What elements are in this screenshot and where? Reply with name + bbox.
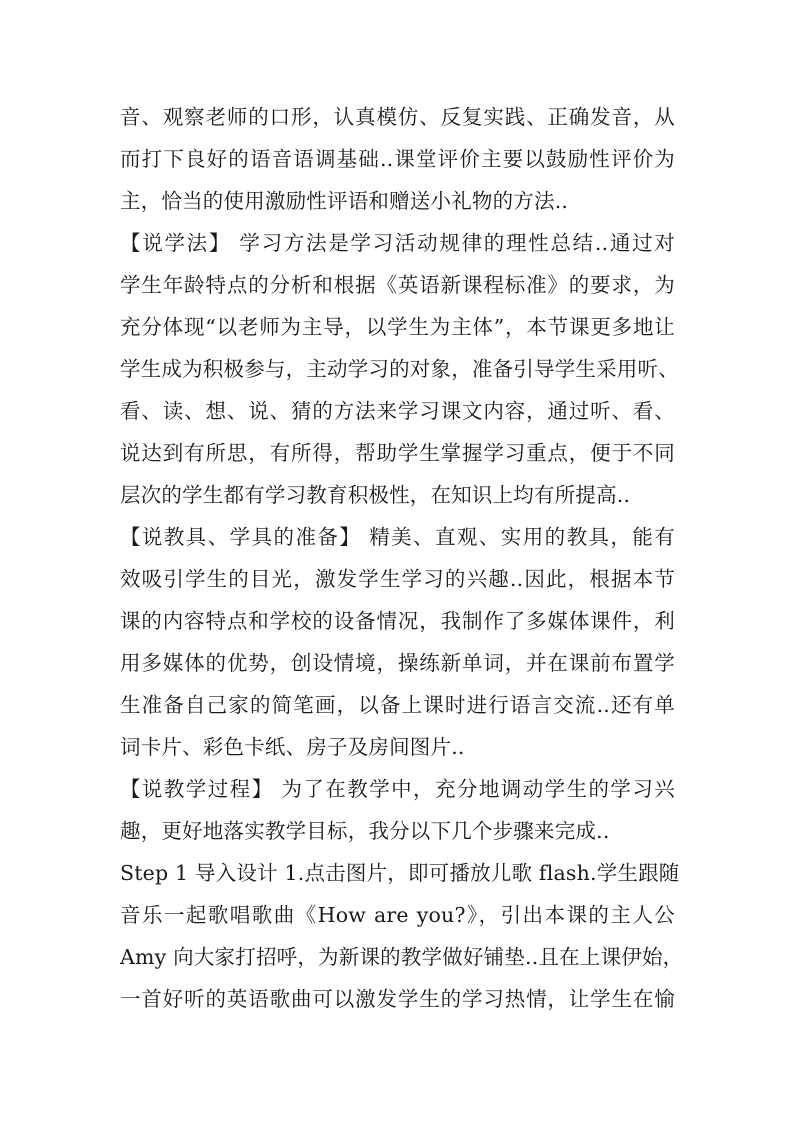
text-line: 【说教具、学具的准备】 精美、直观、实用的教具，能有	[120, 525, 675, 549]
text-line: 课的内容特点和学校的设备情况，我制作了多媒体课件，利	[120, 609, 675, 633]
text-line: 层次的学生都有学习教育积极性，在知识上均有所提高..	[120, 483, 631, 507]
text-line: 【说学法】 学习方法是学习活动规律的理性总结..通过对	[120, 231, 675, 255]
text-line: 音、观察老师的口形，认真模仿、反复实践、正确发音，从	[120, 105, 675, 129]
text-line: Step 1 导入设计 1.点击图片，即可播放儿歌 flash.学生跟随	[120, 861, 680, 885]
text-line: 主，恰当的使用激励性评语和赠送小礼物的方法..	[120, 189, 569, 213]
text-line: 看、读、想、说、猜的方法来学习课文内容，通过听、看、	[120, 399, 675, 423]
text-line: 音乐一起歌唱歌曲《How are you?》，引出本课的主人公	[120, 903, 675, 927]
text-line: 效吸引学生的目光，激发学生学习的兴趣..因此，根据本节	[120, 567, 675, 591]
text-line: 用多媒体的优势，创设情境，操练新单词，并在课前布置学	[120, 651, 675, 675]
text-line: 一首好听的英语歌曲可以激发学生的学习热情，让学生在愉	[120, 987, 675, 1011]
text-line: 充分体现“以老师为主导，以学生为主体”，本节课更多地让	[120, 315, 675, 339]
text-line: Amy 向大家打招呼，为新课的教学做好铺垫..且在上课伊始，	[120, 945, 684, 969]
text-line: 词卡片、彩色卡纸、房子及房间图片..	[120, 735, 465, 759]
text-line: 生准备自己家的简笔画，以备上课时进行语言交流..还有单	[120, 693, 675, 717]
text-line: 【说教学过程】 为了在教学中，充分地调动学生的学习兴	[120, 777, 675, 801]
text-line: 趣，更好地落实教学目标，我分以下几个步骤来完成..	[120, 819, 610, 843]
text-line: 而打下良好的语音语调基础..课堂评价主要以鼓励性评价为	[120, 147, 675, 171]
text-line: 学生年龄特点的分析和根据《英语新课程标准》的要求，为	[120, 273, 675, 297]
text-line: 说达到有所思，有所得，帮助学生掌握学习重点，便于不同	[120, 441, 675, 465]
text-line: 学生成为积极参与，主动学习的对象，准备引导学生采用听、	[120, 357, 679, 381]
